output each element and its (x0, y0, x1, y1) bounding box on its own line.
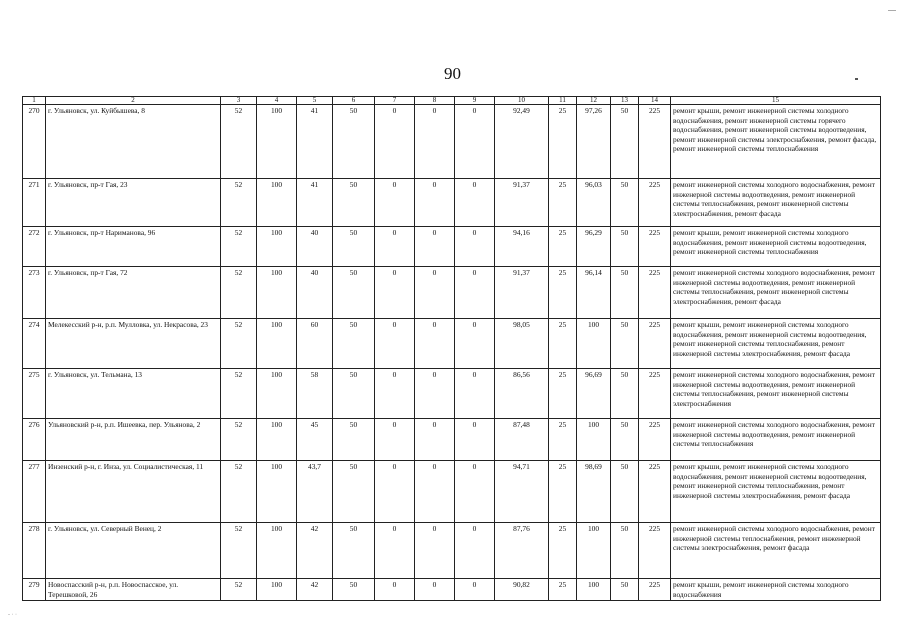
address-cell: Инзенский р-н, г. Инза, ул. Социалистическая, 11 (46, 461, 221, 523)
table-row (23, 523, 881, 579)
value-cell: 0 (415, 267, 455, 319)
value-cell: 0 (415, 319, 455, 369)
value-cell: 52 (221, 523, 257, 579)
row-number: 273 (23, 267, 46, 319)
value-cell: 50 (333, 369, 375, 419)
value-cell: 0 (375, 179, 415, 227)
value-cell: 96,03 (577, 179, 611, 227)
value-cell: 50 (611, 267, 639, 319)
value-cell: 52 (221, 105, 257, 179)
header-cell: 13 (611, 97, 639, 105)
value-cell: 50 (333, 579, 375, 601)
header-cell: 15 (671, 97, 881, 105)
value-cell: 42 (297, 523, 333, 579)
address-cell: Мелекесский р-н, р.п. Мулловка, ул. Некрасова, 23 (46, 319, 221, 369)
value-cell: 50 (333, 461, 375, 523)
value-cell: 50 (333, 227, 375, 267)
header-cell: 7 (375, 97, 415, 105)
value-cell: 0 (455, 369, 495, 419)
value-cell: 50 (611, 179, 639, 227)
header-cell: 1 (23, 97, 46, 105)
value-cell: 25 (549, 227, 577, 267)
value-cell: 0 (455, 523, 495, 579)
value-cell: 0 (375, 105, 415, 179)
header-cell: 4 (257, 97, 297, 105)
table-row (23, 579, 881, 601)
table-row (23, 227, 881, 267)
value-cell: 52 (221, 419, 257, 461)
value-cell: 25 (549, 179, 577, 227)
works-cell: ремонт инженерной системы холодного водоснабжения, ремонт инженерной системы водоотведения, ремонт инженерной системы теплоснабжения (671, 419, 881, 461)
row-number: 278 (23, 523, 46, 579)
header-cell: 3 (221, 97, 257, 105)
value-cell: 225 (639, 105, 671, 179)
value-cell: 0 (415, 419, 455, 461)
value-cell: 225 (639, 523, 671, 579)
value-cell: 100 (257, 105, 297, 179)
value-cell: 100 (257, 419, 297, 461)
row-number: 279 (23, 579, 46, 601)
value-cell: 0 (415, 179, 455, 227)
value-cell: 52 (221, 319, 257, 369)
header-cell: 10 (495, 97, 549, 105)
row-number: 276 (23, 419, 46, 461)
value-cell: 0 (375, 369, 415, 419)
value-cell: 50 (333, 267, 375, 319)
value-cell: 87,48 (495, 419, 549, 461)
value-cell: 100 (257, 267, 297, 319)
value-cell: 0 (455, 267, 495, 319)
header-cell: 6 (333, 97, 375, 105)
value-cell: 25 (549, 369, 577, 419)
works-cell: ремонт крыши, ремонт инженерной системы холодного водоснабжения, ремонт инженерной системы водоотведения, ремонт инженерной системы теплоснабжения (671, 227, 881, 267)
value-cell: 90,82 (495, 579, 549, 601)
value-cell: 50 (333, 105, 375, 179)
value-cell: 225 (639, 369, 671, 419)
header-cell: 8 (415, 97, 455, 105)
header-cell: 9 (455, 97, 495, 105)
value-cell: 43,7 (297, 461, 333, 523)
value-cell: 50 (333, 523, 375, 579)
address-cell: Ульяновский р-н, р.п. Ишеевка, пер. Ульянова, 2 (46, 419, 221, 461)
value-cell: 100 (257, 369, 297, 419)
value-cell: 0 (375, 267, 415, 319)
row-number: 277 (23, 461, 46, 523)
table-row (23, 319, 881, 369)
table-row (23, 461, 881, 523)
address-cell: Новоспасский р-н, р.п. Новоспасское, ул. Терешковой, 26 (46, 579, 221, 601)
value-cell: 52 (221, 579, 257, 601)
value-cell: 0 (375, 523, 415, 579)
value-cell: 94,16 (495, 227, 549, 267)
value-cell: 0 (455, 179, 495, 227)
value-cell: 50 (611, 369, 639, 419)
value-cell: 52 (221, 227, 257, 267)
value-cell: 41 (297, 105, 333, 179)
value-cell: 52 (221, 267, 257, 319)
value-cell: 100 (257, 523, 297, 579)
value-cell: 225 (639, 319, 671, 369)
row-number: 275 (23, 369, 46, 419)
address-cell: г. Ульяновск, ул. Тельмана, 13 (46, 369, 221, 419)
header-cell: 14 (639, 97, 671, 105)
scan-dot (855, 78, 858, 80)
table-row (23, 267, 881, 319)
row-number: 270 (23, 105, 46, 179)
value-cell: 0 (455, 105, 495, 179)
value-cell: 45 (297, 419, 333, 461)
scan-dot (888, 10, 896, 11)
value-cell: 40 (297, 267, 333, 319)
works-cell: ремонт инженерной системы холодного водоснабжения, ремонт инженерной системы водоотведения, ремонт инженерной системы теплоснабжения, ремонт инженерной системы электроснабжения, ремонт фасада (671, 267, 881, 319)
header-cell: 2 (46, 97, 221, 105)
value-cell: 91,37 (495, 267, 549, 319)
value-cell: 0 (375, 419, 415, 461)
value-cell: 52 (221, 369, 257, 419)
header-cell: 12 (577, 97, 611, 105)
data-table (22, 96, 881, 601)
value-cell: 50 (611, 461, 639, 523)
value-cell: 100 (257, 319, 297, 369)
address-cell: г. Ульяновск, ул. Северный Венец, 2 (46, 523, 221, 579)
value-cell: 0 (455, 461, 495, 523)
address-cell: г. Ульяновск, пр-т Нариманова, 96 (46, 227, 221, 267)
value-cell: 60 (297, 319, 333, 369)
address-cell: г. Ульяновск, пр-т Гая, 23 (46, 179, 221, 227)
row-number: 271 (23, 179, 46, 227)
header-cell: 11 (549, 97, 577, 105)
value-cell: 25 (549, 579, 577, 601)
value-cell: 96,14 (577, 267, 611, 319)
value-cell: 58 (297, 369, 333, 419)
works-cell: ремонт крыши, ремонт инженерной системы холодного водоснабжения, ремонт инженерной системы горячего водоснабжения, ремонт инженерной системы водоотведения, ремонт инженерной системы электроснабжения, ремонт фасада, ремонт инженерной системы теплоснабжения (671, 105, 881, 179)
value-cell: 50 (333, 179, 375, 227)
value-cell: 50 (611, 105, 639, 179)
table-row (23, 179, 881, 227)
value-cell: 42 (297, 579, 333, 601)
value-cell: 50 (611, 419, 639, 461)
value-cell: 0 (375, 227, 415, 267)
works-cell: ремонт крыши, ремонт инженерной системы холодного водоснабжения (671, 579, 881, 601)
value-cell: 0 (415, 523, 455, 579)
value-cell: 0 (455, 579, 495, 601)
value-cell: 94,71 (495, 461, 549, 523)
value-cell: 98,05 (495, 319, 549, 369)
value-cell: 97,26 (577, 105, 611, 179)
value-cell: 225 (639, 461, 671, 523)
value-cell: 0 (415, 227, 455, 267)
value-cell: 91,37 (495, 179, 549, 227)
value-cell: 25 (549, 523, 577, 579)
works-cell: ремонт инженерной системы холодного водоснабжения, ремонт инженерной системы водоотведения, ремонт инженерной системы теплоснабжения, ремонт инженерной системы электроснабжения, ремонт фасада (671, 179, 881, 227)
row-number: 274 (23, 319, 46, 369)
value-cell: 225 (639, 267, 671, 319)
value-cell: 100 (257, 227, 297, 267)
value-cell: 0 (375, 319, 415, 369)
value-cell: 225 (639, 579, 671, 601)
value-cell: 98,69 (577, 461, 611, 523)
value-cell: 40 (297, 227, 333, 267)
value-cell: 87,76 (495, 523, 549, 579)
value-cell: 50 (611, 319, 639, 369)
value-cell: 0 (415, 369, 455, 419)
value-cell: 25 (549, 461, 577, 523)
value-cell: 100 (257, 579, 297, 601)
address-cell: г. Ульяновск, ул. Куйбышева, 8 (46, 105, 221, 179)
value-cell: 41 (297, 179, 333, 227)
works-cell: ремонт инженерной системы холодного водоснабжения, ремонт инженерной системы теплоснабжения, ремонт инженерной системы электроснабжения, ремонт фасада (671, 523, 881, 579)
value-cell: 25 (549, 267, 577, 319)
value-cell: 100 (257, 179, 297, 227)
value-cell: 25 (549, 419, 577, 461)
table-row (23, 419, 881, 461)
value-cell: 0 (375, 461, 415, 523)
page-number: 90 (444, 64, 461, 83)
value-cell: 0 (455, 419, 495, 461)
scan-mark: - · · (8, 612, 17, 618)
value-cell: 0 (375, 579, 415, 601)
value-cell: 100 (577, 419, 611, 461)
row-number: 272 (23, 227, 46, 267)
value-cell: 100 (577, 319, 611, 369)
value-cell: 225 (639, 179, 671, 227)
value-cell: 100 (257, 461, 297, 523)
header-cell: 5 (297, 97, 333, 105)
value-cell: 50 (611, 523, 639, 579)
value-cell: 0 (415, 105, 455, 179)
value-cell: 225 (639, 419, 671, 461)
value-cell: 50 (611, 579, 639, 601)
value-cell: 25 (549, 319, 577, 369)
value-cell: 0 (455, 319, 495, 369)
value-cell: 50 (333, 319, 375, 369)
value-cell: 0 (415, 579, 455, 601)
value-cell: 225 (639, 227, 671, 267)
works-cell: ремонт инженерной системы холодного водоснабжения, ремонт инженерной системы водоотведения, ремонт инженерной системы теплоснабжения, ремонт инженерной системы электроснабжения (671, 369, 881, 419)
value-cell: 0 (415, 461, 455, 523)
value-cell: 52 (221, 461, 257, 523)
table-row (23, 369, 881, 419)
value-cell: 100 (577, 579, 611, 601)
table-row (23, 105, 881, 179)
table-header-row (23, 97, 881, 105)
value-cell: 96,29 (577, 227, 611, 267)
value-cell: 25 (549, 105, 577, 179)
address-cell: г. Ульяновск, пр-т Гая, 72 (46, 267, 221, 319)
value-cell: 86,56 (495, 369, 549, 419)
works-cell: ремонт крыши, ремонт инженерной системы холодного водоснабжения, ремонт инженерной системы водоотведения, ремонт инженерной системы теплоснабжения, ремонт инженерной системы электроснабжения, ремонт фасада (671, 461, 881, 523)
works-cell: ремонт крыши, ремонт инженерной системы холодного водоснабжения, ремонт инженерной системы водоотведения, ремонт инженерной системы теплоснабжения, ремонт инженерной системы электроснабжения, ремонт фасада (671, 319, 881, 369)
value-cell: 0 (455, 227, 495, 267)
value-cell: 96,69 (577, 369, 611, 419)
value-cell: 92,49 (495, 105, 549, 179)
value-cell: 100 (577, 523, 611, 579)
value-cell: 52 (221, 179, 257, 227)
value-cell: 50 (333, 419, 375, 461)
value-cell: 50 (611, 227, 639, 267)
